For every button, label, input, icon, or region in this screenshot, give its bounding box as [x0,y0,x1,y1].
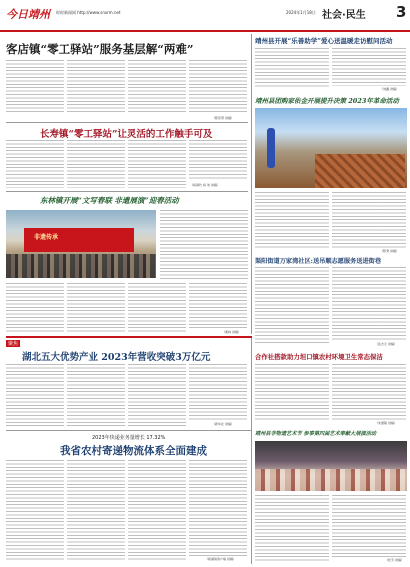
story4-body-col2 [332,48,406,86]
column-divider [251,34,252,334]
story6-body-col1 [255,267,329,345]
story8-headline: 靖州县非物遗艺术节 参事第四届艺术奉献大展演活动 [255,431,377,437]
story5-credit: （陈秀 供稿） [380,249,399,253]
story3-headline: 东林镇开展“文写春联 非遗展演”迎春活动 [40,196,179,205]
story3-body-right [160,210,248,280]
story1-body-col1 [6,60,64,114]
story10-body-col1 [6,460,64,562]
story2-body-col2 [67,140,125,188]
story1-credit: （陈彤贤 供稿） [212,116,234,120]
story7-body-col2 [332,364,406,420]
story2-headline: 长寿镇“零工驿站”让灵活的工作触手可及 [40,129,213,140]
focus-badge: 聚焦 [8,341,19,347]
divider [6,430,252,431]
divider [6,191,248,192]
story7-body-col1 [255,364,329,422]
story2-body-col1 [6,140,64,188]
story3-body-col2 [67,283,125,333]
story6-body-col2 [332,267,406,341]
story10-body-col2 [67,460,125,562]
story4-headline: 靖州县开展“乐善助学”爱心送温暖走访慰问活动 [255,37,393,45]
story4-credit: （刘鑫 供稿） [380,87,399,91]
story9-body-col4 [189,364,247,420]
story6-credit: （张志元 供稿） [375,342,397,346]
story9-credit: （新华社 供稿） [212,422,234,426]
story9-body-col2 [67,364,125,426]
story8-photo [255,441,407,491]
story1-body-col4 [189,60,247,114]
story2-body-col4 [189,140,247,180]
story10-body-col3 [128,460,186,562]
section-name: 社会·民生 [322,10,366,21]
story10-subhead: 2023年快递业务量增长 17.32% [92,435,166,441]
story5-headline: 靖州县团购家佑金开展提升决策 2023年革命活动 [255,97,399,105]
page-number: 3 [396,3,407,21]
story3-body-col3 [128,283,186,333]
divider [6,122,248,123]
story10-credit: （新湖南客户端 供稿） [205,557,236,561]
story1-body-col3 [128,60,186,114]
story5-body-col2 [332,192,406,248]
story9-headline: 湖北五大优势产业 2023年营收突破3万亿元 [22,352,211,363]
story3-credit: （黄林 供稿） [222,330,241,334]
story10-headline: 我省农村寄递物流体系全面建成 [60,445,207,457]
story3-photo [6,210,156,278]
story7-headline: 合作社搭款助力坦口镇农村环境卫生常态保洁 [255,353,383,361]
story5-photo [255,108,407,188]
website-url: 时时新闻网 http://www.snxrm.net [56,10,121,15]
column-divider [251,338,252,564]
issue-date: 2024年1月18日 [286,10,316,15]
story2-body-col3 [128,140,186,188]
story7-credit: （朱国聪 供稿） [375,421,397,425]
story8-body-col1 [255,495,329,561]
story4-body-col1 [255,48,329,88]
newspaper-logo: 今日靖州 [6,8,50,21]
story10-body-col4 [189,460,247,556]
story9-body-col1 [6,364,64,426]
section-divider [6,336,252,338]
story9-body-col3 [128,364,186,426]
story3-body-col4 [189,283,247,329]
story2-credit: （杨春竹 杨 刘 供稿） [190,183,220,187]
story3-body-col1 [6,283,64,333]
story5-body-col1 [255,192,329,248]
photo-banner-text: 非遗传承 [34,234,59,241]
story1-headline: 客店镇“零工驿站”服务基层解“两难” [6,42,194,56]
story8-body-col2 [332,495,406,557]
story8-credit: （杜芳 供稿） [385,558,404,562]
story6-headline: 渠阳街道万家湾社区:送吊顺志愿服务送进街巷 [255,258,382,265]
story1-body-col2 [67,60,125,114]
